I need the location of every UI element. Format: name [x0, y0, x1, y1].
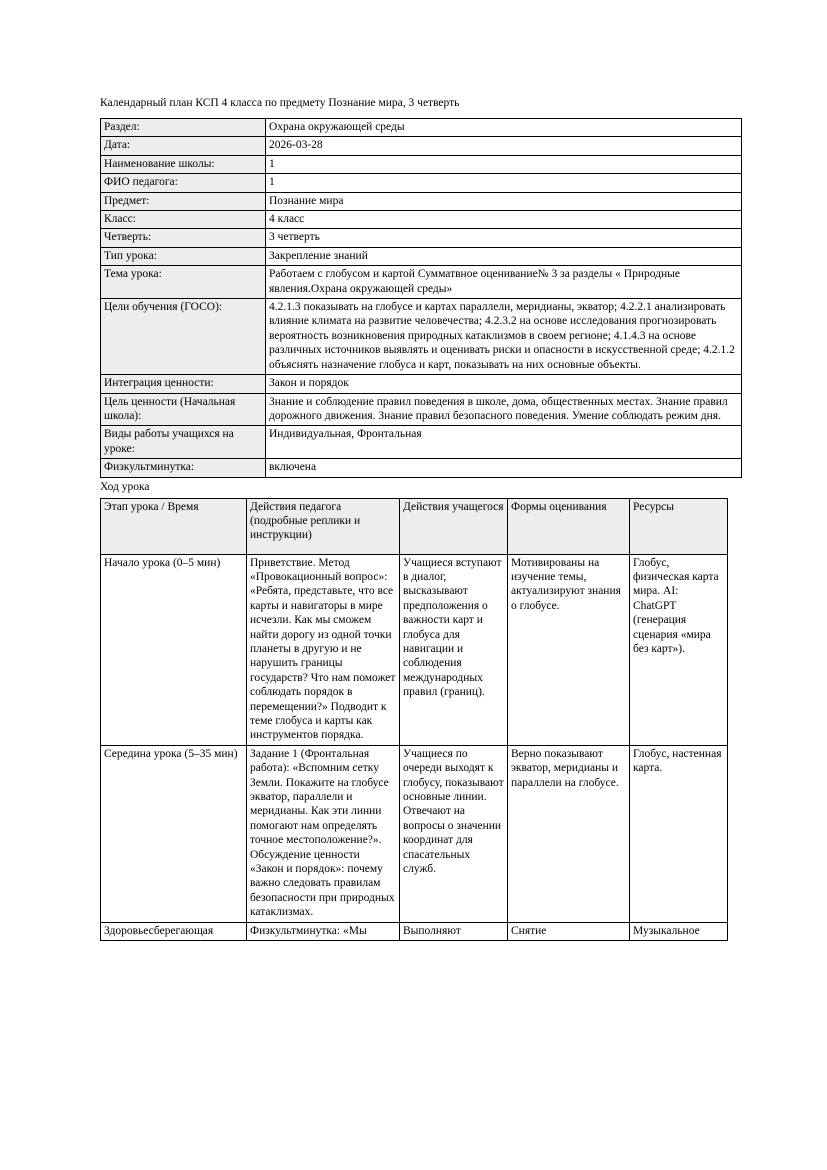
info-label: Дата:: [101, 137, 266, 155]
info-label: Цели обучения (ГОСО):: [101, 299, 266, 375]
column-header-teacher-actions: Действия педагога (подробные реплики и инструкции): [247, 498, 400, 554]
info-value: 1: [266, 174, 742, 192]
column-header-assessment: Формы оценивания: [508, 498, 630, 554]
table-row: [101, 137, 742, 155]
table-row: [101, 192, 742, 210]
info-label: Предмет:: [101, 192, 266, 210]
cell-assessment: Снятие: [508, 922, 630, 940]
cell-stage: Середина урока (5–35 мин): [101, 745, 247, 922]
table-row: [101, 922, 728, 940]
table-row: [101, 299, 742, 375]
info-value: 4 класс: [266, 211, 742, 229]
table-row: [101, 211, 742, 229]
table-row: [101, 229, 742, 247]
table-row: [101, 247, 742, 265]
cell-assessment: Верно показывают экватор, меридианы и параллели на глобусе.: [508, 745, 630, 922]
info-value: Знание и соблюдение правил поведения в школе, дома, общественных местах. Знание правил дорожного движения. Знание правил безопасного поведения. Умение соблюдать режим дня.: [266, 393, 742, 426]
column-header-resources: Ресурсы: [630, 498, 728, 554]
info-label: Тип урока:: [101, 247, 266, 265]
info-label: Физкультминутка:: [101, 459, 266, 477]
cell-teacher-actions: Задание 1 (Фронтальная работа): «Вспомним сетку Земли. Покажите на глобусе экватор, параллели и меридианы. Как эти линии помогают нам определять точное местоположение?». Обсуждение ценности «Закон и порядок»: почему важно следовать правилам безопасности при природных катаклизмах.: [247, 745, 400, 922]
cell-stage: Здоровьесберегающая: [101, 922, 247, 940]
lesson-flow-heading: Ход урока: [100, 480, 150, 493]
info-value: 2026-03-28: [266, 137, 742, 155]
lesson-info-table: [100, 118, 742, 478]
cell-teacher-actions: Физкультминутка: «Мы: [247, 922, 400, 940]
info-value: Индивидуальная, Фронтальная: [266, 426, 742, 459]
info-value: 4.2.1.3 показывать на глобусе и картах параллели, меридианы, экватор; 4.2.2.1 анализировать влияние климата на развитие человечества; 4.2.3.2 на основе исследования прогнозировать вероятность возникновения природных катаклизмов в своем регионе; 4.1.4.3 на основе различных источников выявлять и оценивать риски и опасности в искусственной среде; 4.2.1.2 объяснять назначение глобуса и карт, показывать на них основные объекты.: [266, 299, 742, 375]
table-row: [101, 426, 742, 459]
cell-resources: Музыкальное: [630, 922, 728, 940]
info-value: Охрана окружающей среды: [266, 119, 742, 137]
cell-resources: Глобус, настенная карта.: [630, 745, 728, 922]
info-label: Класс:: [101, 211, 266, 229]
column-header-stage: Этап урока / Время: [101, 498, 247, 554]
table-row: [101, 155, 742, 173]
cell-student-actions: Выполняют: [400, 922, 508, 940]
lesson-flow-body: [101, 554, 728, 941]
info-value: Познание мира: [266, 192, 742, 210]
cell-teacher-actions: Приветствие. Метод «Провокационный вопрос»: «Ребята, представьте, что все карты и навигаторы в мире исчезли. Как мы сможем найти дорогу из одной точки планеты в другую и не нарушить границы государств? Что нам поможет соблюдать порядок в перемещении?» Подводит к теме глобуса и карты как инструментов порядка.: [247, 554, 400, 745]
table-row: [101, 554, 728, 745]
info-label: Интеграция ценности:: [101, 375, 266, 393]
info-label: Цель ценности (Начальная школа):: [101, 393, 266, 426]
lesson-info-body: [101, 119, 742, 478]
info-value: 1: [266, 155, 742, 173]
table-row: [101, 266, 742, 299]
cell-assessment: Мотивированы на изучение темы, актуализируют знания о глобусе.: [508, 554, 630, 745]
cell-student-actions: Учащиеся по очереди выходят к глобусу, показывают основные линии. Отвечают на вопросы о значении координат для спасательных служб.: [400, 745, 508, 922]
info-value: Закон и порядок: [266, 375, 742, 393]
column-header-student-actions: Действия учащегося: [400, 498, 508, 554]
table-row: [101, 375, 742, 393]
info-label: ФИО педагога:: [101, 174, 266, 192]
table-row: [101, 393, 742, 426]
info-value: включена: [266, 459, 742, 477]
info-label: Наименование школы:: [101, 155, 266, 173]
cell-stage: Начало урока (0–5 мин): [101, 554, 247, 745]
page-title: Календарный план КСП 4 класса по предмету Познание мира, 3 четверть: [100, 97, 460, 109]
table-row: [101, 174, 742, 192]
cell-student-actions: Учащиеся вступают в диалог, высказывают предположения о важности карт и глобуса для навигации и соблюдения международных правил (границ).: [400, 554, 508, 745]
cell-resources: Глобус, физическая карта мира. AI: ChatGPT (генерация сценария «мира без карт»).: [630, 554, 728, 745]
info-label: Тема урока:: [101, 266, 266, 299]
info-value: Работаем с глобусом и картой Сумматвное оценивание№ 3 за разделы « Природные явления.Охрана окружающей среды»: [266, 266, 742, 299]
info-value: Закрепление знаний: [266, 247, 742, 265]
info-value: 3 четверть: [266, 229, 742, 247]
table-row: [101, 459, 742, 477]
table-row: [101, 745, 728, 922]
table-header-row: [101, 498, 728, 554]
info-label: Раздел:: [101, 119, 266, 137]
info-label: Виды работы учащихся на уроке:: [101, 426, 266, 459]
lesson-flow-header: [101, 498, 728, 554]
lesson-flow-table: [100, 498, 728, 942]
info-label: Четверть:: [101, 229, 266, 247]
table-row: [101, 119, 742, 137]
